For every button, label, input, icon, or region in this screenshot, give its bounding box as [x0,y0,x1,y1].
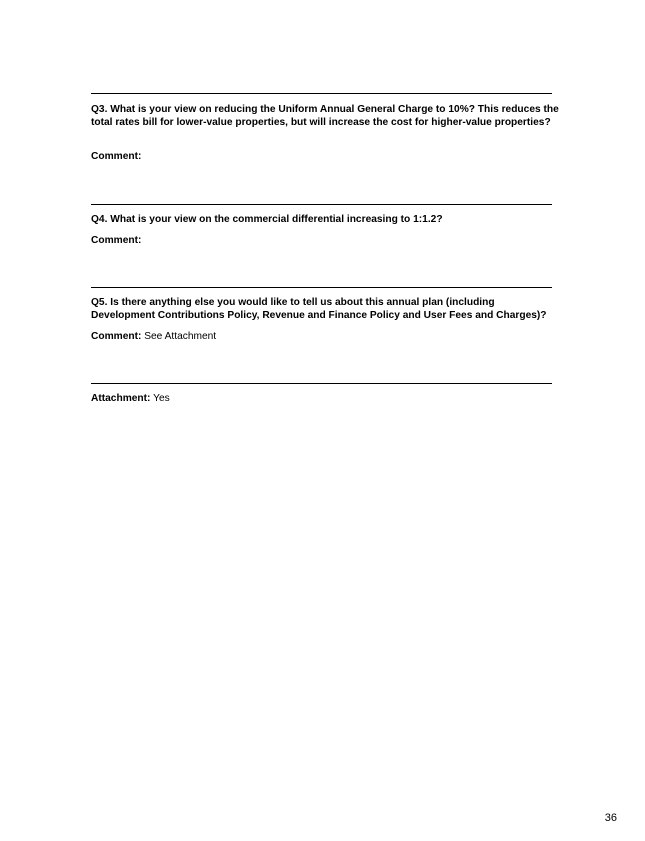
divider-line [91,93,552,94]
question-q3: Q3. What is your view on reducing the Uniform Annual General Charge to 10%? This reduces the total rates bill for lower-value properties, but will increase the cost for higher-value properties? [91,104,559,128]
question-q5: Q5. Is there anything else you would like to tell us about this annual plan (including Development Contributions Policy, Revenue and Finance Policy and User Fees and Charges)? [91,297,547,321]
comment-label: Comment: [91,235,142,246]
attachment-label: Attachment: [91,393,151,404]
comment-label: Comment: [91,151,142,162]
comment-q4 [91,235,561,248]
comment-value: See Attachment [144,331,217,342]
comment-q5 [91,331,561,344]
question-q4: Q4. What is your view on the commercial differential increasing to 1:1.2? [91,214,443,225]
attachment-value: Yes [153,393,170,404]
attachment-field [91,393,561,406]
divider-line [91,287,552,288]
divider-line [91,383,552,384]
comment-q3 [91,151,561,164]
page-number: 36 [604,812,617,824]
divider-line [91,204,552,205]
comment-label: Comment: [91,331,142,342]
